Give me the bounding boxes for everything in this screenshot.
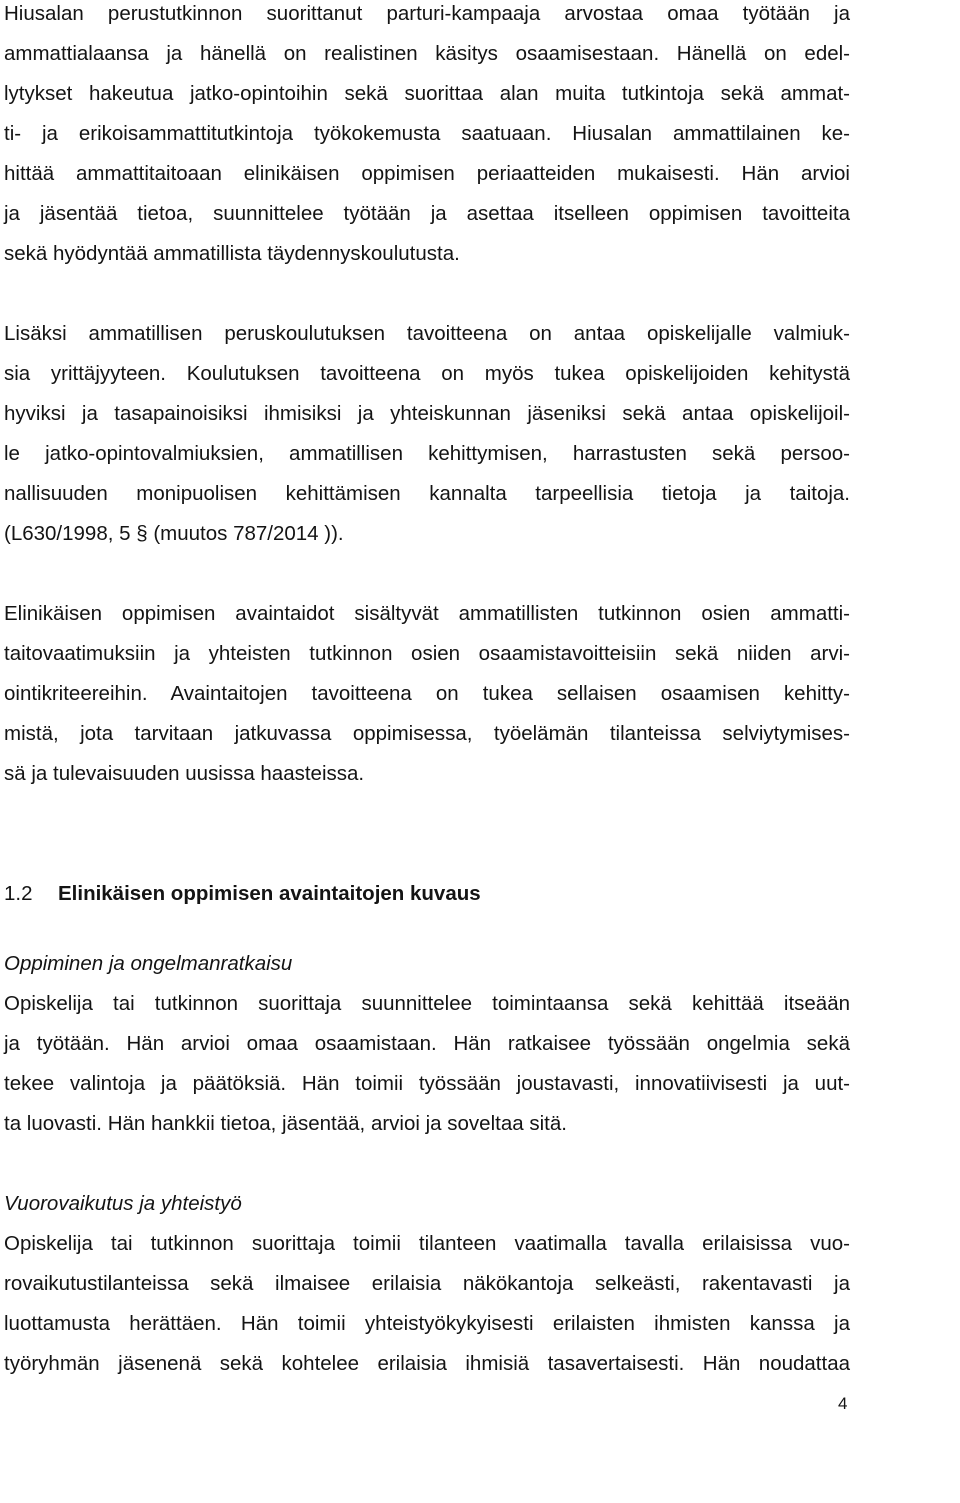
- paragraph-line: ja työtään. Hän arvioi omaa osaamistaan. Hän ratkaisee työssään ongelmia sekä: [4, 1032, 850, 1055]
- paragraph-line: ja jäsentää tietoa, suunnittelee työtään ja asettaa itselleen oppimisen tavoitteita: [4, 202, 850, 225]
- paragraph-line: hyviksi ja tasapainoisiksi ihmisiksi ja yhteiskunnan jäseniksi sekä antaa opiskelijoil-: [4, 402, 850, 425]
- paragraph-line: sä ja tulevaisuuden uusissa haasteissa.: [4, 762, 365, 785]
- subsection-title: Vuorovaikutus ja yhteistyö: [4, 1192, 242, 1215]
- section-heading: [4, 882, 481, 906]
- paragraph-line: ti- ja erikoisammattitutkintoja työkokemusta saatuaan. Hiusalan ammattilainen ke-: [4, 122, 850, 145]
- section-number: 1.2: [4, 882, 33, 905]
- paragraph-line: ammattialaansa ja hänellä on realistinen käsitys osaamisestaan. Hänellä on edel-: [4, 42, 850, 65]
- paragraph-line: työryhmän jäsenenä sekä kohtelee erilaisia ihmisiä tasavertaisesti. Hän noudattaa: [4, 1352, 850, 1375]
- paragraph-line: ta luovasti. Hän hankkii tietoa, jäsentää, arvioi ja soveltaa sitä.: [4, 1112, 567, 1135]
- paragraph-line: tekee valintoja ja päätöksiä. Hän toimii työssään joustavasti, innovatiivisesti ja uut-: [4, 1072, 850, 1095]
- paragraph-line: sia yrittäjyyteen. Koulutuksen tavoitteena on myös tukea opiskelijoiden kehitystä: [4, 362, 850, 385]
- paragraph-line: taitovaatimuksiin ja yhteisten tutkinnon osien osaamistavoitteisiin sekä niiden arvi-: [4, 642, 850, 665]
- paragraph-line: nallisuuden monipuolisen kehittämisen kannalta tarpeellisia tietoja ja taitoja.: [4, 482, 850, 505]
- page-number: 4: [838, 1394, 848, 1413]
- paragraph-line: ointikriteereihin. Avaintaitojen tavoitteena on tukea sellaisen osaamisen kehitty-: [4, 682, 850, 705]
- paragraph-line: luottamusta herättäen. Hän toimii yhteistyökykyisesti erilaisten ihmisten kanssa ja: [4, 1312, 850, 1335]
- subsection-title: Oppiminen ja ongelmanratkaisu: [4, 952, 293, 975]
- paragraph-line: mistä, jota tarvitaan jatkuvassa oppimisessa, työelämän tilanteissa selviytymises-: [4, 722, 850, 745]
- paragraph-line: lytykset hakeutua jatko-opintoihin sekä suorittaa alan muita tutkintoja sekä ammat-: [4, 82, 850, 105]
- paragraph-line: rovaikutustilanteissa sekä ilmaisee erilaisia näkökantoja selkeästi, rakentavasti ja: [4, 1272, 850, 1295]
- paragraph-line: Elinikäisen oppimisen avaintaidot sisältyvät ammatillisten tutkinnon osien ammatti-: [4, 602, 850, 625]
- paragraph-line: Opiskelija tai tutkinnon suorittaja toimii tilanteen vaatimalla tavalla erilaisissa vuo-: [4, 1232, 850, 1255]
- paragraph-line: sekä hyödyntää ammatillista täydennyskoulutusta.: [4, 242, 460, 265]
- section-title: Elinikäisen oppimisen avaintaitojen kuvaus: [58, 882, 481, 905]
- paragraph-line: le jatko-opintovalmiuksien, ammatillisen kehittymisen, harrastusten sekä persoo-: [4, 442, 850, 465]
- paragraph-line: Opiskelija tai tutkinnon suorittaja suunnittelee toimintaansa sekä kehittää itseään: [4, 992, 850, 1015]
- paragraph-line: (L630/1998, 5 § (muutos 787/2014 )).: [4, 522, 344, 545]
- paragraph-line: hittää ammattitaitoaan elinikäisen oppimisen periaatteiden mukaisesti. Hän arvioi: [4, 162, 850, 185]
- paragraph-line: Lisäksi ammatillisen peruskoulutuksen tavoitteena on antaa opiskelijalle valmiuk-: [4, 322, 850, 345]
- paragraph-line: Hiusalan perustutkinnon suorittanut parturi-kampaaja arvostaa omaa työtään ja: [4, 2, 850, 25]
